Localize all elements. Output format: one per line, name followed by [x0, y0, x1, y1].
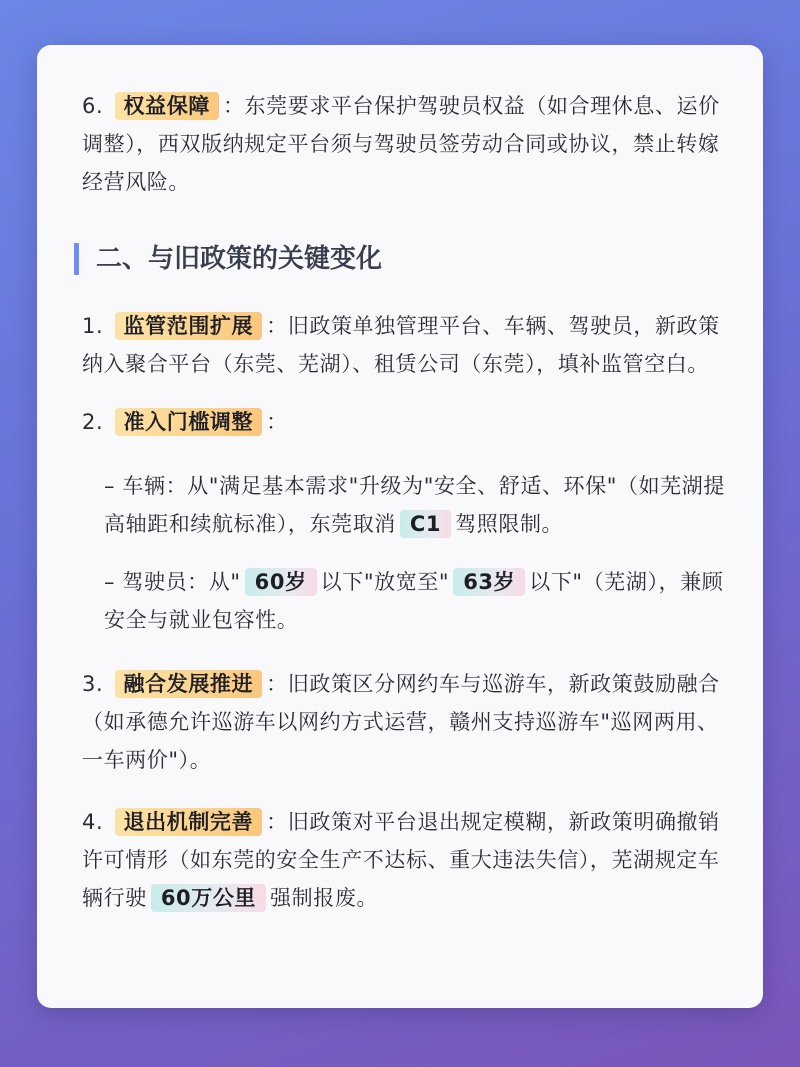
- change-item-1: [82, 307, 732, 383]
- section-accent-bar: [74, 243, 79, 275]
- tag-badge: 60岁: [245, 568, 317, 596]
- item-number: 4.: [82, 810, 104, 834]
- highlight-label: 权益保障: [115, 92, 219, 120]
- sub-item-vehicle: [82, 467, 732, 543]
- item-text: 强制报废。: [270, 886, 379, 910]
- highlight-label: 监管范围扩展: [115, 312, 263, 340]
- highlight-label: 退出机制完善: [115, 808, 263, 836]
- change-item-4: [82, 803, 732, 917]
- sub-text: – 车辆：从"满足基本需求"升级为"安全、舒适、环保"（如芜湖提高轴距和续航标准），东莞取消: [104, 474, 726, 536]
- paragraph-item-6: [82, 87, 732, 201]
- sub-text: 驾照限制。: [455, 512, 564, 536]
- highlight-label: 融合发展推进: [115, 670, 263, 698]
- content-body: [82, 87, 732, 917]
- item-number: 3.: [82, 672, 104, 696]
- tag-badge: 60万公里: [151, 884, 266, 912]
- tag-badge: C1: [400, 510, 451, 538]
- item-text: ：旧政策区分网约车与巡游车，新政策鼓励融合（如承德允许巡游车以网约方式运营，赣州支持巡游车"巡网两用、一车两价"）。: [82, 672, 720, 772]
- item-text: ：: [266, 410, 288, 434]
- content-card: [37, 45, 763, 1008]
- tag-badge: 63岁: [453, 568, 525, 596]
- section-heading: [74, 239, 732, 279]
- item-text: ：东莞要求平台保护驾驶员权益（如合理休息、运价调整），西双版纳规定平台须与驾驶员签劳动合同或协议，禁止转嫁经营风险。: [82, 94, 720, 194]
- sub-text: 以下"（芜湖），兼顾安全与就业包容性。: [104, 570, 724, 632]
- change-item-2: [82, 403, 732, 441]
- item-number: 1.: [82, 314, 104, 338]
- sub-item-driver: [82, 563, 732, 639]
- item-number: 6.: [82, 94, 104, 118]
- sub-text: 以下"放宽至": [320, 570, 450, 594]
- section-title-text: 二、与旧政策的关键变化: [96, 244, 383, 274]
- item-text: ：旧政策单独管理平台、车辆、驾驶员，新政策纳入聚合平台（东莞、芜湖）、租赁公司（东莞），填补监管空白。: [82, 314, 720, 376]
- item-text: ：旧政策对平台退出规定模糊，新政策明确撤销许可情形（如东莞的安全生产不达标、重大违法失信），芜湖规定车辆行驶: [82, 810, 720, 910]
- highlight-label: 准入门槛调整: [115, 408, 263, 436]
- sub-text: – 驾驶员：从": [104, 570, 241, 594]
- item-number: 2.: [82, 410, 104, 434]
- change-item-3: [82, 665, 732, 779]
